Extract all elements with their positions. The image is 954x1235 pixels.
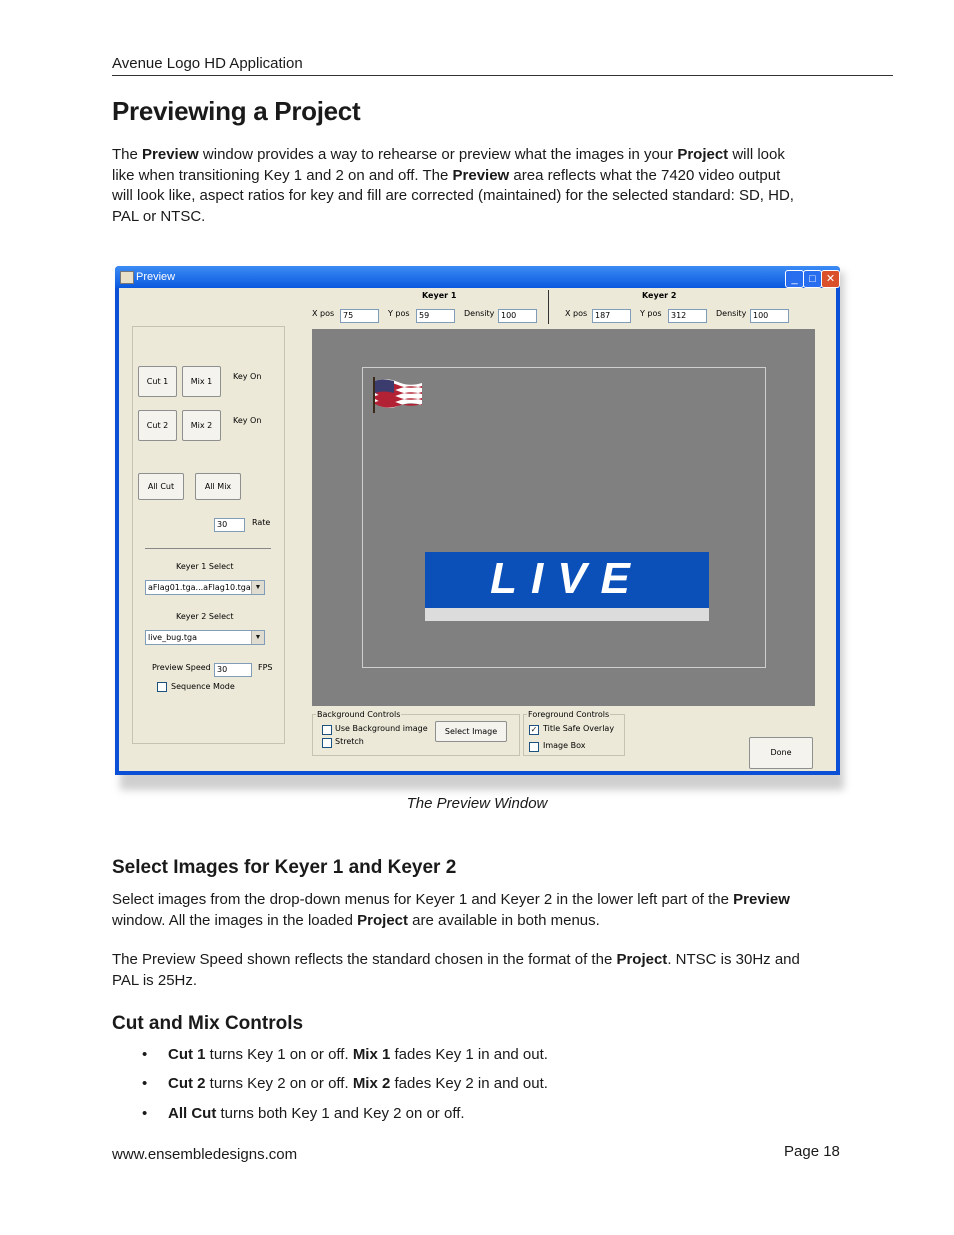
maximize-icon[interactable]: □ xyxy=(803,270,822,288)
preview-area xyxy=(312,329,815,706)
keyer2-density-label: Density xyxy=(716,309,747,318)
title-bar[interactable] xyxy=(115,266,840,288)
foreground-controls-label: Foreground Controls xyxy=(528,710,610,719)
title-safe-label: Title Safe Overlay xyxy=(543,724,615,733)
page-number: Page 18 xyxy=(784,1143,840,1160)
mix1-button[interactable]: Mix 1 xyxy=(182,366,221,397)
keyer2-label: Keyer 2 xyxy=(642,291,677,300)
section1-paragraph-1 xyxy=(112,890,842,931)
keyer1-xpos-label: X pos xyxy=(312,309,335,318)
figure-caption: The Preview Window xyxy=(406,795,548,812)
controls-divider xyxy=(145,548,271,549)
image-box-checkbox[interactable] xyxy=(529,742,539,752)
use-bg-image-checkbox[interactable] xyxy=(322,725,332,735)
dialog-client-area xyxy=(119,288,836,771)
rate-label: Rate xyxy=(252,518,271,527)
chevron-down-icon[interactable]: ▼ xyxy=(251,631,264,644)
keyer2-ypos-input[interactable]: 312 xyxy=(668,309,707,323)
intro-line-2: like when transitioning Key 1 and 2 on and off. The Preview area reflects what the 7420 video output xyxy=(112,166,781,184)
sequence-mode-label: Sequence Mode xyxy=(171,682,235,691)
background-controls-label: Background Controls xyxy=(317,710,401,719)
use-bg-image-label: Use Background image xyxy=(335,724,428,733)
cut2-button[interactable]: Cut 2 xyxy=(138,410,177,441)
keyer1-xpos-input[interactable]: 75 xyxy=(340,309,379,323)
keyer1-ypos-label: Y pos xyxy=(388,309,410,318)
section2-heading: Cut and Mix Controls xyxy=(112,1013,304,1034)
keyer1-select-label: Keyer 1 Select xyxy=(176,562,234,571)
sequence-mode-checkbox[interactable] xyxy=(157,682,167,692)
key1-on-indicator: Key On xyxy=(233,372,262,381)
running-header: Avenue Logo HD Application xyxy=(112,55,303,72)
section1-paragraph-2 xyxy=(112,950,842,991)
keyer1-select-dropdown[interactable]: aFlag01.tga...aFlag10.tga ▼ xyxy=(145,580,265,595)
preview-speed-label: Preview Speed xyxy=(152,663,211,672)
mix2-button[interactable]: Mix 2 xyxy=(182,410,221,441)
preview-speed-input[interactable]: 30 xyxy=(214,663,252,677)
intro-line-1: The Preview window provides a way to rehearse or preview what the images in your Project will look xyxy=(112,146,785,163)
keyer1-density-label: Density xyxy=(464,309,495,318)
page-title: Previewing a Project xyxy=(112,96,361,126)
done-button[interactable]: Done xyxy=(749,737,813,769)
preview-window xyxy=(115,266,840,775)
intro-line-3: will look like, aspect ratios for key and fill are corrected (maintained) for the selected standard: SD, HD, xyxy=(112,187,794,204)
intro-line-4: PAL or NTSC. xyxy=(112,207,206,225)
chevron-down-icon[interactable]: ▼ xyxy=(251,581,264,594)
keyer2-density-input[interactable]: 100 xyxy=(750,309,789,323)
fps-label: FPS xyxy=(258,663,273,672)
keyer2-select-label: Keyer 2 Select xyxy=(176,612,234,621)
keyer1-ypos-input[interactable]: 59 xyxy=(416,309,455,323)
section1-p1-line2: window. All the images in the loaded Project are available in both menus. xyxy=(112,911,600,929)
stretch-label: Stretch xyxy=(335,737,364,746)
keyer1-label: Keyer 1 xyxy=(422,291,457,300)
image-box-label: Image Box xyxy=(543,741,586,750)
keyer2-xpos-input[interactable]: 187 xyxy=(592,309,631,323)
live-bug-underbar xyxy=(425,608,709,621)
window-title: Preview xyxy=(136,271,176,283)
section1-p1-line1: Select images from the drop-down menus for Keyer 1 and Keyer 2 in the lower left part of the Preview xyxy=(112,891,790,908)
intro-paragraph xyxy=(112,145,842,227)
select-image-button[interactable]: Select Image xyxy=(435,721,507,742)
section1-heading: Select Images for Keyer 1 and Keyer 2 xyxy=(112,857,457,878)
key2-on-indicator: Key On xyxy=(233,416,262,425)
keyer2-ypos-label: Y pos xyxy=(640,309,662,318)
keyer-divider xyxy=(548,290,549,324)
section1-p2-line2: PAL is 25Hz. xyxy=(112,971,198,989)
all-cut-button[interactable]: All Cut xyxy=(138,473,184,500)
window-app-icon xyxy=(120,271,134,284)
keyer1-density-input[interactable]: 100 xyxy=(498,309,537,323)
keyer2-xpos-label: X pos xyxy=(565,309,588,318)
all-mix-button[interactable]: All Mix xyxy=(195,473,241,500)
live-text: LIVE xyxy=(490,554,644,603)
us-flag-icon xyxy=(372,377,424,413)
live-bug-graphic xyxy=(425,552,709,609)
section1-p2-line1: The Preview Speed shown reflects the standard chosen in the format of the Project. NTSC is 30Hz and xyxy=(112,951,800,968)
title-safe-checkbox[interactable]: ✓ xyxy=(530,725,538,734)
footer-website: www.ensembledesigns.com xyxy=(112,1146,298,1163)
header-rule xyxy=(112,75,893,76)
stretch-checkbox[interactable] xyxy=(322,738,332,748)
rate-input[interactable]: 30 xyxy=(214,518,245,532)
keyer2-select-dropdown[interactable]: live_bug.tga ▼ xyxy=(145,630,265,645)
close-icon[interactable]: ✕ xyxy=(821,270,840,288)
cut1-button[interactable]: Cut 1 xyxy=(138,366,177,397)
minimize-icon[interactable]: _ xyxy=(785,270,804,288)
